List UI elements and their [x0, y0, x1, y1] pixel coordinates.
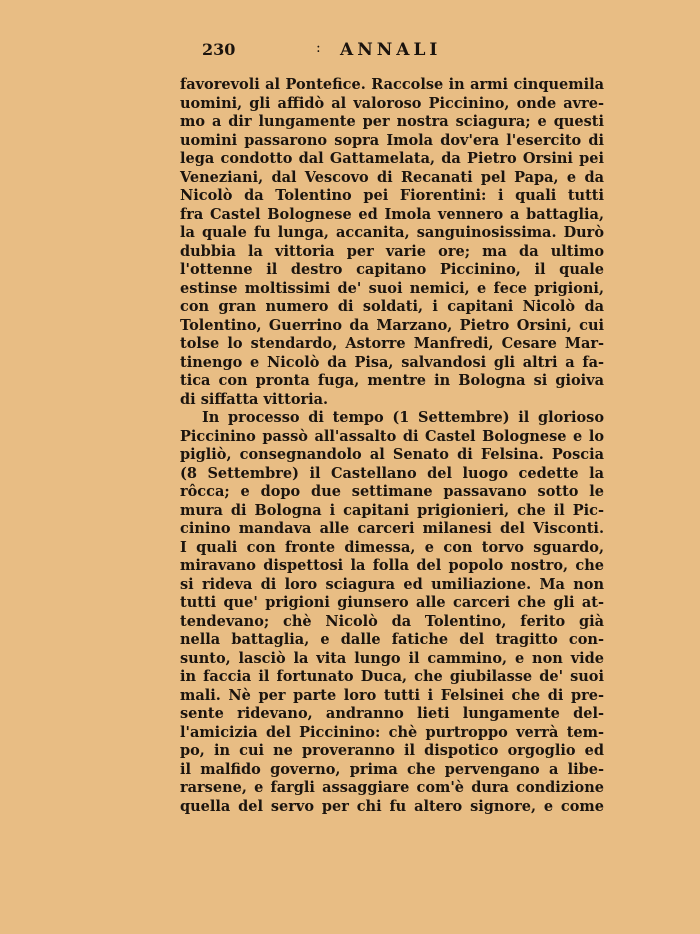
text-line: In processo di tempo (1 Settembre) il glorioso	[202, 409, 604, 426]
text-line: sunto, lasciò la vita lungo il cammino, e non vide	[180, 649, 604, 667]
page-number: 230	[202, 40, 236, 59]
text-line: uomini passarono sopra Imola dov'era l'esercito di	[180, 131, 604, 149]
text-line: pigliò, consegnandolo al Senato di Felsina. Poscia	[180, 446, 604, 463]
paragraph	[180, 409, 604, 816]
text-line: tendevano; chè Nicolò da Tolentino, ferito già	[180, 612, 604, 630]
text-line: estinse moltissimi de' suoi nemici, e fece prigioni,	[180, 279, 604, 297]
page-header	[180, 40, 604, 64]
text-line: Veneziani, dal Vescovo di Recanati pel Papa, e da	[180, 168, 604, 186]
text-line: Piccinino passò all'assalto di Castel Bolognese e lo	[180, 427, 604, 445]
text-line: il malfido governo, prima che pervengano a libe-	[180, 760, 604, 778]
text-line: cinino mandava alle carceri milanesi del Visconti.	[180, 520, 604, 537]
text-line: dubbia la vittoria per varie ore; ma da ultimo	[180, 242, 604, 260]
text-line: tutti que' prigioni giunsero alle carceri che gli at-	[180, 594, 604, 611]
text-line: sente ridevano, andranno lieti lungamente del-	[180, 705, 604, 722]
text-line: tinengo e Nicolò da Pisa, salvandosi gli altri a fa-	[180, 353, 604, 371]
text-line: rôcca; e dopo due settimane passavano sotto le	[180, 483, 604, 500]
text-line: mo a dir lungamente per nostra sciagura; e questi	[180, 113, 604, 130]
text-line: con gran numero di soldati, i capitani Nicolò da	[180, 298, 604, 315]
text-line: favorevoli al Pontefice. Raccolse in armi cinquemila	[180, 76, 604, 93]
text-line: Tolentino, Guerrino da Marzano, Pietro Orsini, cui	[180, 316, 604, 334]
running-title: ANNALI	[340, 40, 442, 60]
text-line: di siffatta vittoria.	[180, 390, 329, 408]
text-line: rarsene, e fargli assaggiare com'è dura condizione	[180, 779, 604, 796]
text-line: fra Castel Bolognese ed Imola vennero a battaglia,	[180, 205, 604, 223]
body-text	[180, 76, 604, 816]
text-line: I quali con fronte dimessa, e con torvo sguardo,	[180, 538, 604, 556]
text-line: Nicolò da Tolentino pei Fiorentini: i quali tutti	[180, 187, 604, 204]
text-line: miravano dispettosi la folla del popolo nostro, che	[180, 557, 604, 574]
text-line: mali. Nè per parte loro tutti i Felsinei che di pre-	[180, 686, 604, 704]
text-line: uomini, gli affidò al valoroso Piccinino, onde avre-	[180, 94, 604, 112]
text-line: l'ottenne il destro capitano Piccinino, il quale	[180, 261, 604, 278]
text-line: mura di Bologna i capitani prigionieri, che il Pic-	[180, 501, 604, 519]
text-line: l'amicizia del Piccinino: chè purtroppo verrà tem-	[180, 723, 604, 741]
text-line: in faccia il fortunato Duca, che giubilasse de' suoi	[180, 668, 604, 685]
paragraph	[180, 76, 604, 409]
text-line: tolse lo stendardo, Astorre Manfredi, Cesare Mar-	[180, 335, 604, 352]
text-line: si rideva di loro sciagura ed umiliazione. Ma non	[180, 575, 604, 593]
text-line: po, in cui ne proveranno il dispotico orgoglio ed	[180, 742, 604, 759]
text-line: quella del servo per chi fu altero signore, e come	[180, 797, 604, 815]
text-line: lega condotto dal Gattamelata, da Pietro Orsini pei	[180, 150, 604, 167]
text-line: la quale fu lunga, accanita, sanguinosissima. Durò	[180, 224, 604, 241]
text-line: nella battaglia, e dalle fatiche del tragitto con-	[180, 631, 604, 648]
header-separator: :	[316, 40, 321, 56]
text-line: tica con pronta fuga, mentre in Bologna si gioiva	[180, 372, 604, 389]
text-line: (8 Settembre) il Castellano del luogo cedette la	[180, 464, 604, 482]
